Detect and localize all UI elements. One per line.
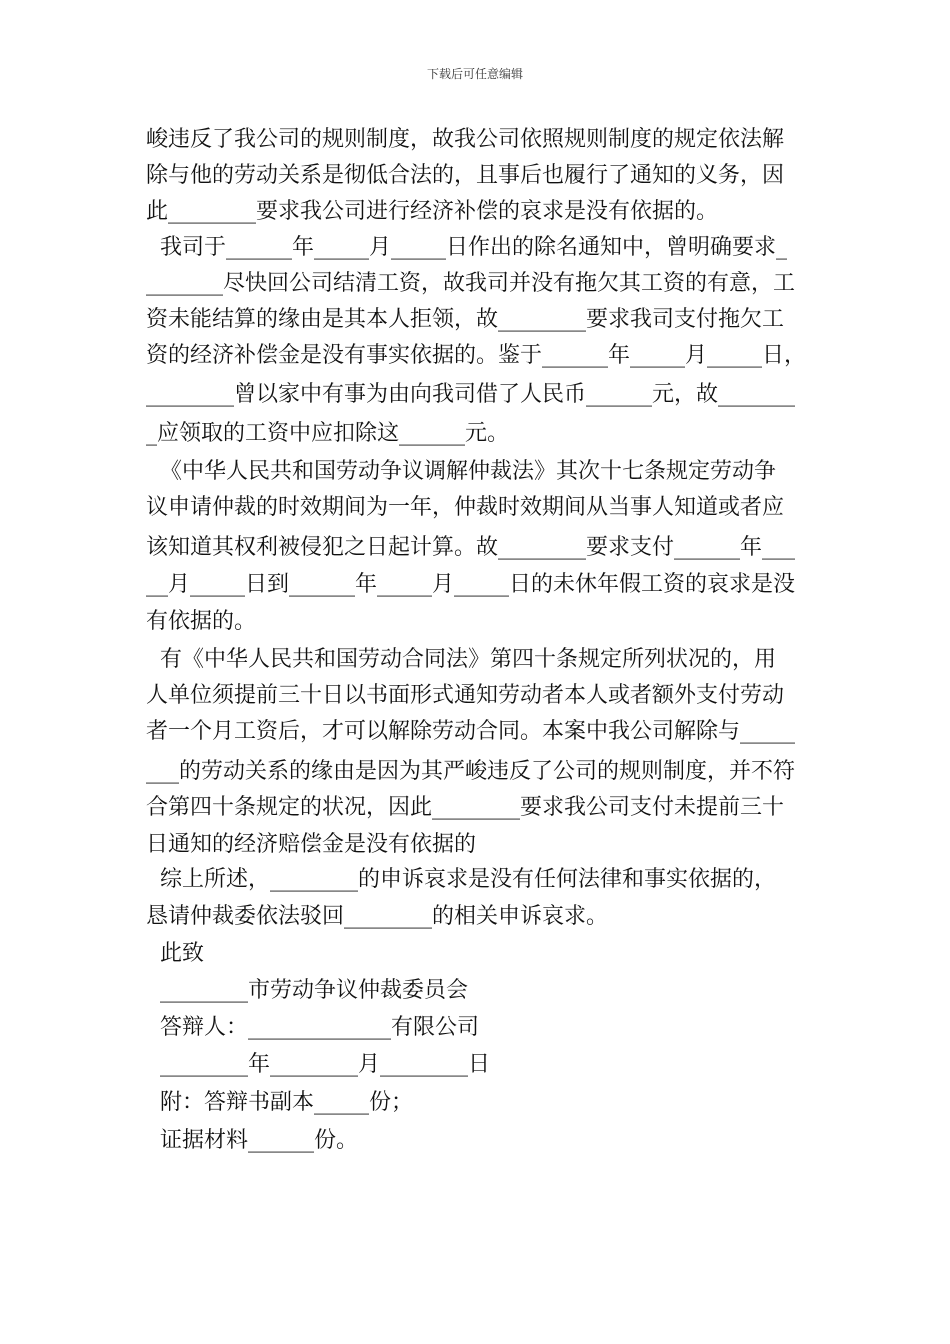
text-line: 合第四十条规定的状况，因此________要求我公司支付未提前三十 <box>146 795 785 820</box>
text-line: ________曾以家中有事为由向我司借了人民币______元，故_______ <box>146 382 796 407</box>
text-line: 峻违反了我公司的规则制度，故我公司依照规则制度的规定依法解 <box>146 127 785 152</box>
text-line: 此致 <box>146 941 204 966</box>
page-header: 下载后可任意编辑 <box>426 67 523 81</box>
text-line: 答辩人：_____________有限公司 <box>146 1015 479 1040</box>
text-line: 者一个月工资后，才可以解除劳动合同。本案中我公司解除与_____ <box>146 719 796 744</box>
text-line: 附：答辩书副本_____份； <box>146 1090 413 1115</box>
text-line: ___的劳动关系的缘由是因为其严峻违反了公司的规则制度，并不符 <box>146 759 796 784</box>
text-line: 证据材料______份。 <box>146 1128 358 1153</box>
text-line: 资的经济补偿金是没有事实依据的。鉴于______年_____月_____日， <box>146 343 807 368</box>
text-line: _应领取的工资中应扣除这______元。 <box>146 421 510 446</box>
text-line: 该知道其权利被侵犯之日起计算。故________要求支付______年___ <box>146 535 796 560</box>
text-line: _______尽快回公司结清工资，故我司并没有拖欠其工资的有意，工 <box>146 271 796 296</box>
text-line: 议申请仲裁的时效期间为一年，仲裁时效期间从当事人知道或者应 <box>146 495 785 520</box>
text-line: 我司于______年_____月_____日作出的除名通知中，曾明确要求_ <box>146 235 787 260</box>
text-line: 《中华人民共和国劳动争议调解仲裁法》其次十七条规定劳动争 <box>146 459 776 484</box>
text-line: 恳请仲裁委依法驳回________的相关申诉哀求。 <box>146 904 609 929</box>
text-line: __月_____日到______年_____月_____日的未休年假工资的哀求是没 <box>146 572 796 597</box>
text-line: 此________要求我公司进行经济补偿的哀求是没有依据的。 <box>146 199 719 224</box>
text-line: ________年________月________日 <box>146 1052 490 1077</box>
text-line: 有《中华人民共和国劳动合同法》第四十条规定所列状况的，用 <box>146 647 776 672</box>
text-line: ________市劳动争议仲裁委员会 <box>146 978 468 1003</box>
text-line: 综上所述，________的申诉哀求是没有任何法律和事实依据的， <box>146 867 776 892</box>
text-line: 有依据的。 <box>146 609 257 634</box>
text-line: 人单位须提前三十日以书面形式通知劳动者本人或者额外支付劳动 <box>146 683 785 708</box>
text-line: 除与他的劳动关系是彻低合法的，且事后也履行了通知的义务，因 <box>146 163 785 188</box>
text-line: 日通知的经济赔偿金是没有依据的 <box>146 832 477 857</box>
text-line: 资未能结算的缘由是其本人拒领，故________要求我司支付拖欠工 <box>146 307 785 332</box>
